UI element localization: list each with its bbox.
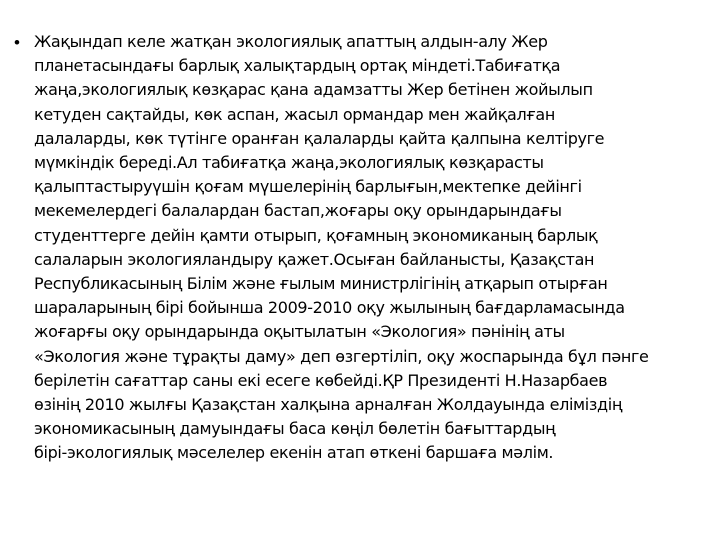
text-line: планетасындағы барлық халықтардың ортақ міндеті.Табиғатқа: [34, 56, 561, 76]
text-line: далаларды, көк түтінге оранған қалаларды қайта қалпына келтіруге: [34, 128, 605, 148]
text-line: жаңа,экологиялық көзқарас қана адамзатты Жер бетінен жойылып: [34, 80, 593, 100]
text-line: экономикасының дамуындағы баса көңіл бөлетін бағыттардың: [34, 419, 556, 439]
text-line: шараларының бірі бойынша 2009-2010 оқу жылының бағдарламасында: [34, 298, 625, 318]
text-line: кетуден сақтайды, көк аспан, жасыл ормандар мен жайқалған: [34, 104, 555, 124]
text-line: «Экология және тұрақты даму» деп өзгертіліп, оқу жоспарында бұл пәнге: [34, 346, 649, 366]
text-line: жоғарғы оқу орындарында оқытылатын «Экология» пәнінің аты: [34, 322, 565, 342]
text-line: Жақындап келе жатқан экологиялық апаттың алдын-алу Жер: [34, 32, 548, 51]
bullet-dot: •: [14, 33, 20, 52]
text-line: Республикасының Білім және ғылым министрлігінің атқарып отырған: [34, 274, 608, 294]
text-line: бірі-экологиялық мәселелер екенін атап өткені баршаға мәлім.: [34, 443, 554, 463]
bullet-paragraph: [34, 30, 714, 466]
text-line: салаларын экологияландыру қажет.Осыған байланысты, Қазақстан: [34, 249, 595, 269]
text-line: қалыптастыруүшін қоғам мүшелерінің барлығын,мектепке дейінгі: [34, 177, 582, 197]
text-line: мүмкіндік береді.Ал табиғатқа жаңа,экологиялық көзқарасты: [34, 153, 544, 173]
text-line: студенттерге дейін қамти отырып, қоғамның экономиканың барлық: [34, 225, 598, 245]
text-line: мекемелердегі балалардан бастап,жоғары оқу орындарындағы: [34, 201, 562, 221]
text-line: өзінің 2010 жылғы Қазақстан халқына арналған Жолдауында еліміздің: [34, 395, 623, 415]
text-line: берілетін сағаттар саны екі есеге көбейді.ҚР Президенті Н.Назарбаев: [34, 370, 608, 390]
